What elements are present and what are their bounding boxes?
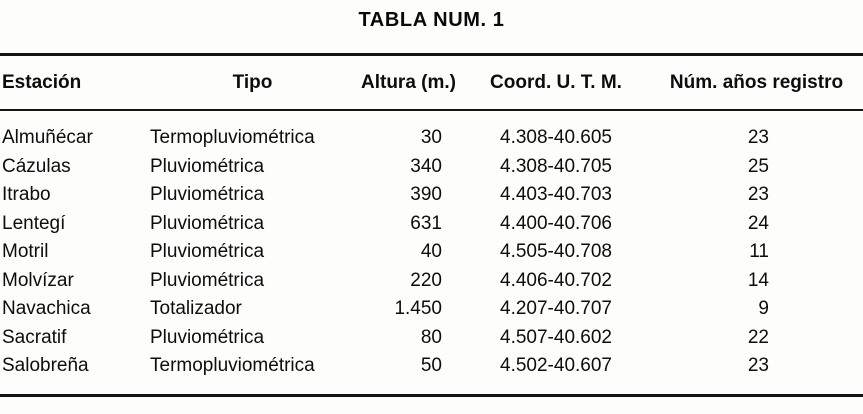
cell-coord-utm: 4.507-40.602 [500, 326, 612, 348]
cell-tipo: Totalizador [150, 298, 242, 319]
cell-num-anos: 23 [747, 127, 769, 148]
cell-num-anos: 14 [747, 269, 769, 291]
cell-tipo: Pluviométrica [150, 269, 265, 291]
header-row [0, 55, 863, 111]
table-body [0, 110, 863, 395]
table-row [0, 324, 863, 353]
table-row [0, 267, 863, 296]
cell-tipo: Pluviométrica [150, 326, 265, 348]
cell-tipo: Pluviométrica [150, 241, 265, 262]
cell-coord-utm: 4.505-40.708 [500, 241, 612, 262]
table-row [0, 181, 863, 210]
stations-table [0, 53, 863, 397]
cell-num-anos: 23 [747, 184, 769, 205]
cell-altura: 390 [410, 184, 442, 205]
cell-num-anos: 22 [747, 326, 769, 348]
table-row [0, 295, 863, 324]
cell-estacion: Molvízar [2, 269, 74, 291]
cell-coord-utm: 4.400-40.706 [500, 212, 612, 234]
cell-tipo: Pluviométrica [150, 184, 265, 205]
cell-num-anos: 11 [749, 241, 769, 262]
cell-tipo: Termopluviométrica [150, 355, 315, 376]
cell-coord-utm: 4.406-40.702 [500, 269, 612, 291]
cell-altura: 340 [410, 155, 442, 177]
cell-num-anos: 9 [758, 298, 769, 319]
cell-tipo: Pluviométrica [150, 212, 265, 234]
cell-estacion: Lentegí [2, 212, 66, 234]
cell-estacion: Sacratif [2, 326, 67, 348]
cell-coord-utm: 4.502-40.607 [500, 355, 612, 376]
column-header-num-anos-registro: Núm. años registro [669, 71, 844, 93]
table-title: TABLA NUM. 1 [358, 9, 505, 31]
cell-altura: 30 [420, 127, 442, 148]
cell-altura: 80 [420, 326, 442, 348]
cell-tipo: Termopluviométrica [150, 127, 315, 148]
table-row [0, 352, 863, 395]
cell-num-anos: 23 [747, 355, 769, 376]
cell-estacion: Motril [2, 241, 49, 262]
cell-altura: 1.450 [394, 298, 442, 319]
cell-altura: 50 [420, 355, 442, 376]
cell-coord-utm: 4.308-40.605 [500, 127, 612, 148]
cell-estacion: Itrabo [2, 184, 51, 205]
cell-coord-utm: 4.308-40.705 [500, 155, 612, 177]
cell-num-anos: 24 [747, 212, 769, 234]
column-header-tipo: Tipo [232, 71, 273, 93]
column-header-altura: Altura (m.) [361, 71, 456, 93]
cell-altura: 631 [410, 212, 442, 234]
cell-estacion: Navachica [2, 298, 91, 319]
cell-coord-utm: 4.207-40.707 [500, 298, 612, 319]
table-row [0, 238, 863, 267]
cell-num-anos: 25 [747, 155, 769, 177]
column-header-estacion: Estación [2, 71, 82, 93]
table-row [0, 210, 863, 239]
cell-estacion: Cázulas [2, 155, 71, 177]
table-row [0, 153, 863, 182]
cell-estacion: Almuñécar [2, 127, 93, 148]
column-header-coord-utm: Coord. U. T. M. [490, 71, 622, 93]
table-row [0, 110, 863, 153]
cell-estacion: Salobreña [2, 355, 89, 376]
cell-altura: 220 [410, 269, 442, 291]
cell-coord-utm: 4.403-40.703 [500, 184, 612, 205]
cell-tipo: Pluviométrica [150, 155, 265, 177]
cell-altura: 40 [420, 241, 442, 262]
table-header [0, 55, 863, 111]
